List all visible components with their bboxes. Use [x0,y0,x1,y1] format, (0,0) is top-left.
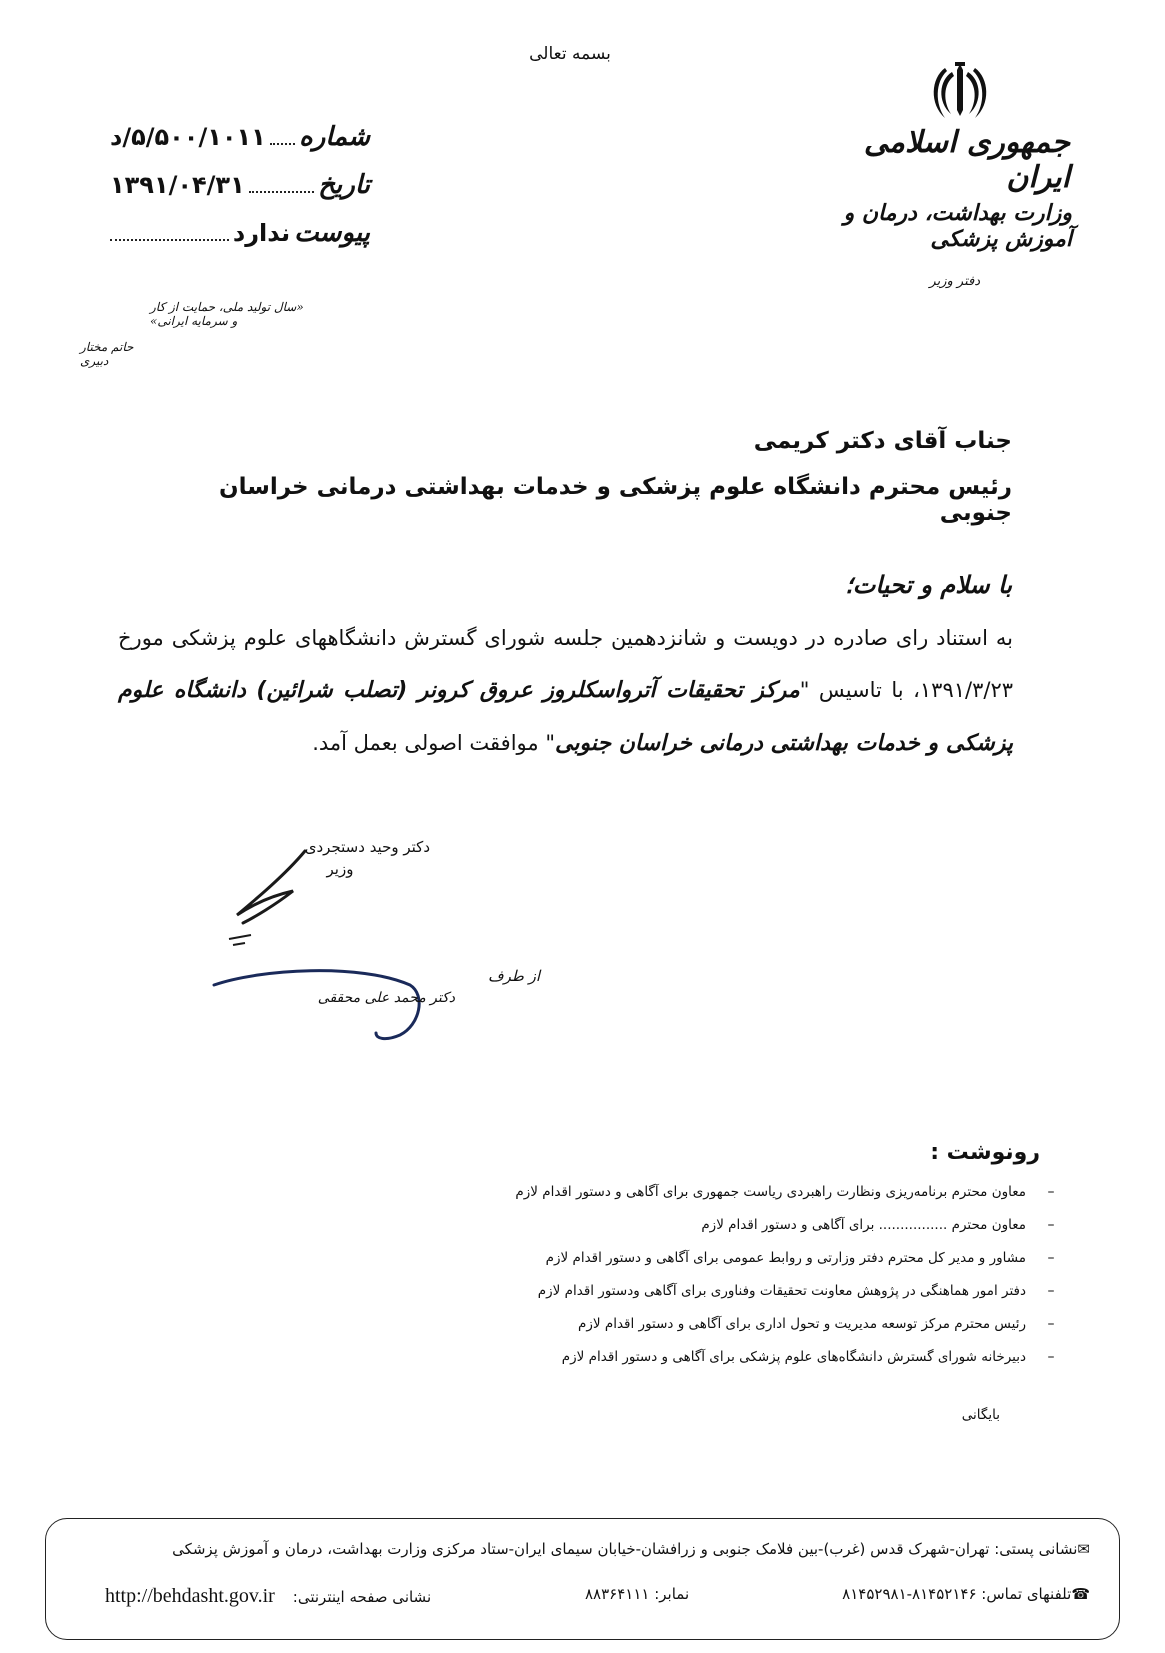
cc-heading: رونوشت : [930,1140,1040,1165]
body-part-1: به استناد رای صادره در دویست و شانزدهمین جلسه شورای گسترش دانشگاههای علوم پزشکی مورخ ۱۳۹۱/۳/۲۳، با تاسیس " [118,626,1014,702]
letter-body [118,612,1013,770]
cc-item [320,1208,1070,1241]
footer-website [105,1585,431,1608]
date-label: تاریخ [318,170,370,200]
on-behalf-label: از طرف [488,967,540,985]
cc-item-text: رئیس محترم مرکز توسعه مدیریت و تحول اداری برای آگاهی و دستور اقدام لازم [577,1315,1026,1332]
cc-item [320,1241,1070,1274]
date-value: ۱۳۹۱/۰۴/۳۱ [110,171,245,199]
recipient-title: رئیس محترم دانشگاه علوم پزشکی و خدمات بهداشتی درمانی خراسان جنوبی [218,474,1012,526]
website-link[interactable]: http://behdasht.gov.ir [105,1585,275,1607]
cc-item [320,1175,1070,1208]
cc-item [320,1274,1070,1307]
cc-dash: – [1047,1348,1055,1365]
footer-address-text: نشانی پستی: تهران-شهرک قدس (غرب)-بین فلامک جنوبی و زرافشان-خیابان سیمای ایران-ستاد مرکزی وزارت بهداشت، درمان و آموزش پزشکی [172,1540,1078,1558]
signatory-title: وزیر [326,860,354,878]
cc-item-text: مشاور و مدیر کل محترم دفتر وزارتی و روابط عمومی برای آگاهی و دستور اقدام لازم [545,1249,1026,1266]
footer-phones [842,1585,1090,1603]
year-slogan: «سال تولید ملی، حمایت از کار و سرمایه ایرانی» [150,300,304,328]
cc-list [320,1175,1070,1373]
signature-scribble-icon [215,845,335,955]
attachment-dots [110,229,229,241]
cc-dash: – [1047,1216,1055,1233]
attachment-row [110,218,370,248]
footer-fax: نمابر: ۸۸۳۶۴۱۱۱ [585,1585,690,1603]
cc-item-text: معاون محترم ................ برای آگاهی و دستور اقدام لازم [701,1216,1026,1233]
handwritten-note: حاتم مختار دبیری [80,340,134,368]
number-dots [270,133,295,145]
ministry-line-2: وزارت بهداشت، درمان و آموزش پزشکی [843,200,1072,252]
recipient-name: جناب آقای دکتر کریمی [753,428,1012,454]
footer-box [45,1518,1120,1640]
greeting: با سلام و تحیات؛ [845,570,1012,599]
ministry-line-1: جمهوری اسلامی ایران [863,125,1070,195]
cc-item [320,1340,1070,1373]
date-row [110,170,370,200]
cc-dash: – [1047,1183,1055,1200]
date-dots [249,181,315,193]
footer-phones-text: تلفنهای تماس: ۸۱۴۵۲۱۴۶-۸۱۴۵۲۹۸۱ [842,1585,1072,1603]
attachment-label: پیوست [294,218,370,248]
cc-dash: – [1047,1282,1055,1299]
cc-item-text: دفتر امور هماهنگی در پژوهش معاونت تحقیقات وفناوری برای آگاهی ودستور اقدام لازم [537,1282,1026,1299]
number-label: شماره [299,122,370,152]
body-part-2: " موافقت اصولی بعمل آمد. [312,731,555,755]
cc-item-text: دبیرخانه شورای گسترش دانشگاه‌های علوم پزشکی برای آگاهی و دستور اقدام لازم [561,1348,1026,1365]
archive-label: بایگانی [961,1407,1000,1423]
number-value: ۵/۵۰۰/۱۰۱۱/د [110,123,266,151]
signatory-name: دکتر وحید دستجردی [304,838,430,856]
cc-dash: – [1047,1315,1055,1332]
body-emphasis: مرکز تحقیقات آترواسکلروز عروق کرونر (تصلب شرائین) دانشگاه علوم پزشکی و خدمات بهداشتی درمانی خراسان جنوبی [118,678,1013,756]
footer-address [75,1540,1090,1558]
website-label: نشانی صفحه اینترنتی: [292,1588,432,1606]
office-label: دفتر وزیر [929,274,980,289]
iran-emblem-icon [925,60,995,122]
bismillah-heading: بسمه تعالی [529,44,611,64]
cc-dash: – [1047,1249,1055,1266]
attachment-value: ندارد [232,219,291,247]
phone-icon: ☎ [1071,1585,1090,1603]
number-row [110,122,370,152]
mail-icon: ✉ [1077,1540,1090,1558]
on-behalf-name: دکتر محمد علی محققی [317,990,455,1006]
footer-contact-row [75,1585,1090,1611]
cc-item-text: معاون محترم برنامه‌ریزی ونظارت راهبردی ریاست جمهوری برای آگاهی و دستور اقدام لازم [515,1183,1026,1200]
cc-item [320,1307,1070,1340]
